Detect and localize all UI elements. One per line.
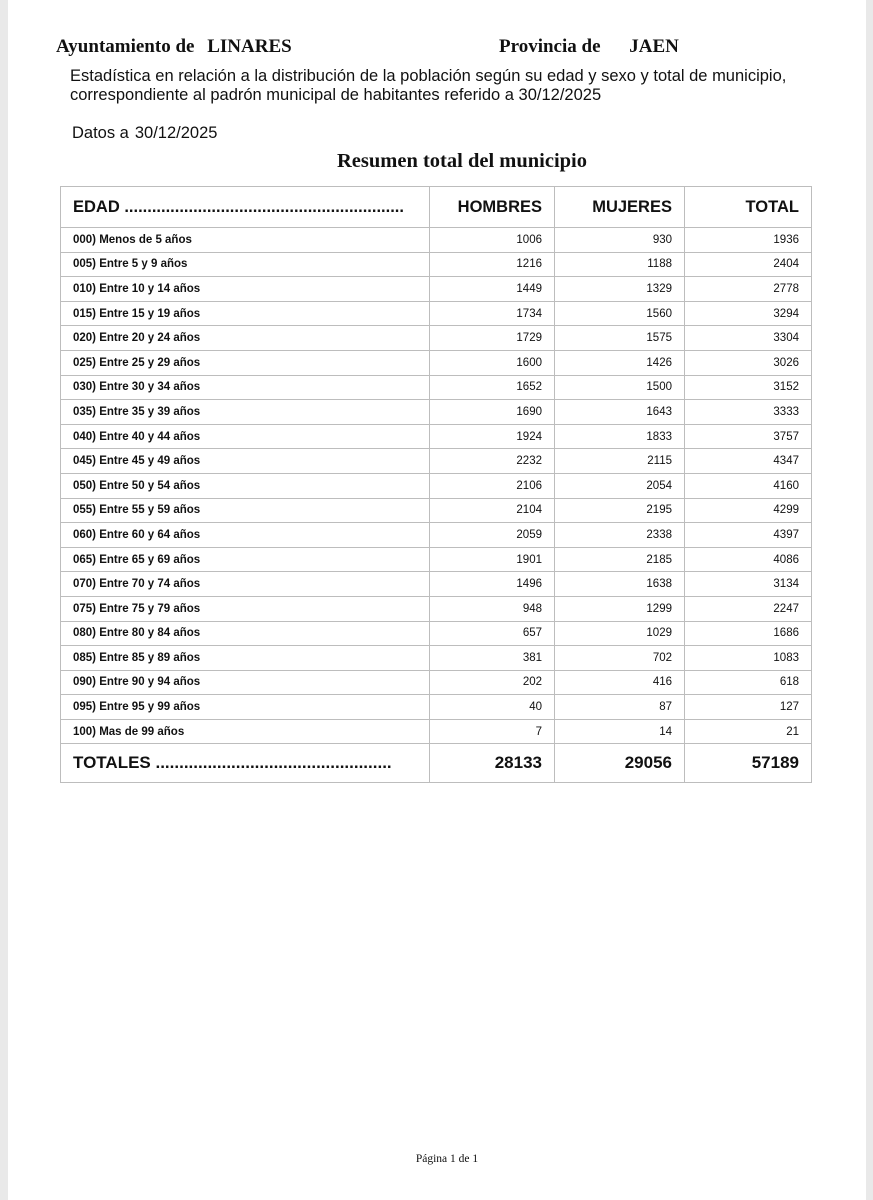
age-range-cell: 025) Entre 25 y 29 años: [61, 350, 430, 375]
mujeres-cell: 1560: [555, 301, 685, 326]
table-row: [61, 646, 812, 671]
mujeres-cell: 1299: [555, 596, 685, 621]
table-row: [61, 498, 812, 523]
column-header-edad: EDAD .............................................................: [61, 187, 430, 228]
datos-line: [72, 124, 217, 143]
hombres-cell: 2104: [430, 498, 555, 523]
hombres-cell: 1496: [430, 572, 555, 597]
totals-row: [61, 744, 812, 783]
provincia-heading: [499, 36, 679, 58]
table-row: [61, 375, 812, 400]
hombres-cell: 1652: [430, 375, 555, 400]
hombres-cell: 1216: [430, 252, 555, 277]
hombres-cell: 1449: [430, 277, 555, 302]
description-text: [70, 67, 840, 105]
age-range-cell: 095) Entre 95 y 99 años: [61, 695, 430, 720]
age-range-cell: 085) Entre 85 y 89 años: [61, 646, 430, 671]
totals-mujeres: 29056: [555, 744, 685, 783]
total-cell: 21: [685, 719, 812, 744]
age-range-cell: 010) Entre 10 y 14 años: [61, 277, 430, 302]
hombres-cell: 40: [430, 695, 555, 720]
table-row: [61, 719, 812, 744]
table-row: [61, 252, 812, 277]
age-range-cell: 075) Entre 75 y 79 años: [61, 596, 430, 621]
hombres-cell: 1734: [430, 301, 555, 326]
age-range-cell: 045) Entre 45 y 49 años: [61, 449, 430, 474]
total-cell: 4086: [685, 547, 812, 572]
column-header-hombres: HOMBRES: [430, 187, 555, 228]
ayuntamiento-heading: [56, 36, 292, 58]
total-cell: 2404: [685, 252, 812, 277]
mujeres-cell: 2054: [555, 473, 685, 498]
total-cell: 4160: [685, 473, 812, 498]
mujeres-cell: 1426: [555, 350, 685, 375]
table-row: [61, 621, 812, 646]
table-row: [61, 326, 812, 351]
age-range-cell: 035) Entre 35 y 39 años: [61, 400, 430, 425]
column-header-mujeres: MUJERES: [555, 187, 685, 228]
hombres-cell: 948: [430, 596, 555, 621]
table-row: [61, 547, 812, 572]
mujeres-cell: 1188: [555, 252, 685, 277]
total-cell: 3134: [685, 572, 812, 597]
mujeres-cell: 14: [555, 719, 685, 744]
mujeres-cell: 1575: [555, 326, 685, 351]
age-range-cell: 050) Entre 50 y 54 años: [61, 473, 430, 498]
mujeres-cell: 2185: [555, 547, 685, 572]
total-cell: 127: [685, 695, 812, 720]
mujeres-cell: 2338: [555, 523, 685, 548]
hombres-cell: 2106: [430, 473, 555, 498]
total-cell: 1083: [685, 646, 812, 671]
table-row: [61, 350, 812, 375]
table-row: [61, 277, 812, 302]
hombres-cell: 657: [430, 621, 555, 646]
municipio-name: LINARES: [207, 36, 292, 57]
table-row: [61, 400, 812, 425]
hombres-cell: 1600: [430, 350, 555, 375]
table-row: [61, 424, 812, 449]
age-range-cell: 070) Entre 70 y 74 años: [61, 572, 430, 597]
mujeres-cell: 1329: [555, 277, 685, 302]
datos-label: Datos a: [72, 124, 129, 142]
age-range-cell: 065) Entre 65 y 69 años: [61, 547, 430, 572]
provincia-name: JAEN: [629, 36, 679, 57]
table-row: [61, 572, 812, 597]
datos-date: 30/12/2025: [134, 124, 218, 142]
total-cell: 4299: [685, 498, 812, 523]
total-cell: 4397: [685, 523, 812, 548]
table-row: [61, 670, 812, 695]
population-table: [60, 186, 812, 783]
description-line-2-text: correspondiente al padrón municipal de habitantes referido a: [70, 86, 514, 104]
total-cell: 3294: [685, 301, 812, 326]
page-number: Página 1 de 1: [415, 1153, 479, 1165]
provincia-label: Provincia de: [499, 36, 601, 57]
mujeres-cell: 1638: [555, 572, 685, 597]
age-range-cell: 040) Entre 40 y 44 años: [61, 424, 430, 449]
table-row: [61, 228, 812, 253]
total-cell: 2778: [685, 277, 812, 302]
table-row: [61, 473, 812, 498]
age-range-cell: 000) Menos de 5 años: [61, 228, 430, 253]
total-cell: 3026: [685, 350, 812, 375]
hombres-cell: 202: [430, 670, 555, 695]
hombres-cell: 381: [430, 646, 555, 671]
total-cell: 2247: [685, 596, 812, 621]
total-cell: 1686: [685, 621, 812, 646]
mujeres-cell: 1833: [555, 424, 685, 449]
hombres-cell: 1006: [430, 228, 555, 253]
total-cell: 3333: [685, 400, 812, 425]
total-cell: 3304: [685, 326, 812, 351]
age-range-cell: 100) Mas de 99 años: [61, 719, 430, 744]
document-page: [8, 0, 866, 1200]
reference-date: 30/12/2025: [518, 86, 602, 104]
page-subtitle: [8, 150, 866, 173]
totals-total: 57189: [685, 744, 812, 783]
hombres-cell: 7: [430, 719, 555, 744]
mujeres-cell: 416: [555, 670, 685, 695]
table-row: [61, 596, 812, 621]
hombres-cell: 1924: [430, 424, 555, 449]
age-range-cell: 020) Entre 20 y 24 años: [61, 326, 430, 351]
column-header-total: TOTAL: [685, 187, 812, 228]
table-row: [61, 695, 812, 720]
age-range-cell: 030) Entre 30 y 34 años: [61, 375, 430, 400]
page-footer: [8, 1153, 866, 1165]
mujeres-cell: 930: [555, 228, 685, 253]
total-cell: 1936: [685, 228, 812, 253]
table-row: [61, 301, 812, 326]
hombres-cell: 2059: [430, 523, 555, 548]
age-range-cell: 080) Entre 80 y 84 años: [61, 621, 430, 646]
mujeres-cell: 2115: [555, 449, 685, 474]
description-line-1: Estadística en relación a la distribución de la población según su edad y sexo y total de municipio,: [70, 67, 787, 85]
total-cell: 618: [685, 670, 812, 695]
total-cell: 3152: [685, 375, 812, 400]
hombres-cell: 1901: [430, 547, 555, 572]
age-range-cell: 055) Entre 55 y 59 años: [61, 498, 430, 523]
mujeres-cell: 1500: [555, 375, 685, 400]
table-header-row: [61, 187, 812, 228]
hombres-cell: 1729: [430, 326, 555, 351]
subtitle-text: Resumen total del municipio: [337, 150, 587, 172]
mujeres-cell: 1643: [555, 400, 685, 425]
totals-hombres: 28133: [430, 744, 555, 783]
ayuntamiento-label: Ayuntamiento de: [56, 36, 195, 57]
mujeres-cell: 1029: [555, 621, 685, 646]
mujeres-cell: 702: [555, 646, 685, 671]
age-range-cell: 060) Entre 60 y 64 años: [61, 523, 430, 548]
hombres-cell: 2232: [430, 449, 555, 474]
total-cell: 3757: [685, 424, 812, 449]
totals-label: TOTALES ..................................................: [61, 744, 430, 783]
table-row: [61, 449, 812, 474]
hombres-cell: 1690: [430, 400, 555, 425]
table-body: [61, 228, 812, 744]
description-line-2: [70, 86, 840, 105]
age-range-cell: 090) Entre 90 y 94 años: [61, 670, 430, 695]
total-cell: 4347: [685, 449, 812, 474]
mujeres-cell: 2195: [555, 498, 685, 523]
table-row: [61, 523, 812, 548]
mujeres-cell: 87: [555, 695, 685, 720]
age-range-cell: 005) Entre 5 y 9 años: [61, 252, 430, 277]
age-range-cell: 015) Entre 15 y 19 años: [61, 301, 430, 326]
